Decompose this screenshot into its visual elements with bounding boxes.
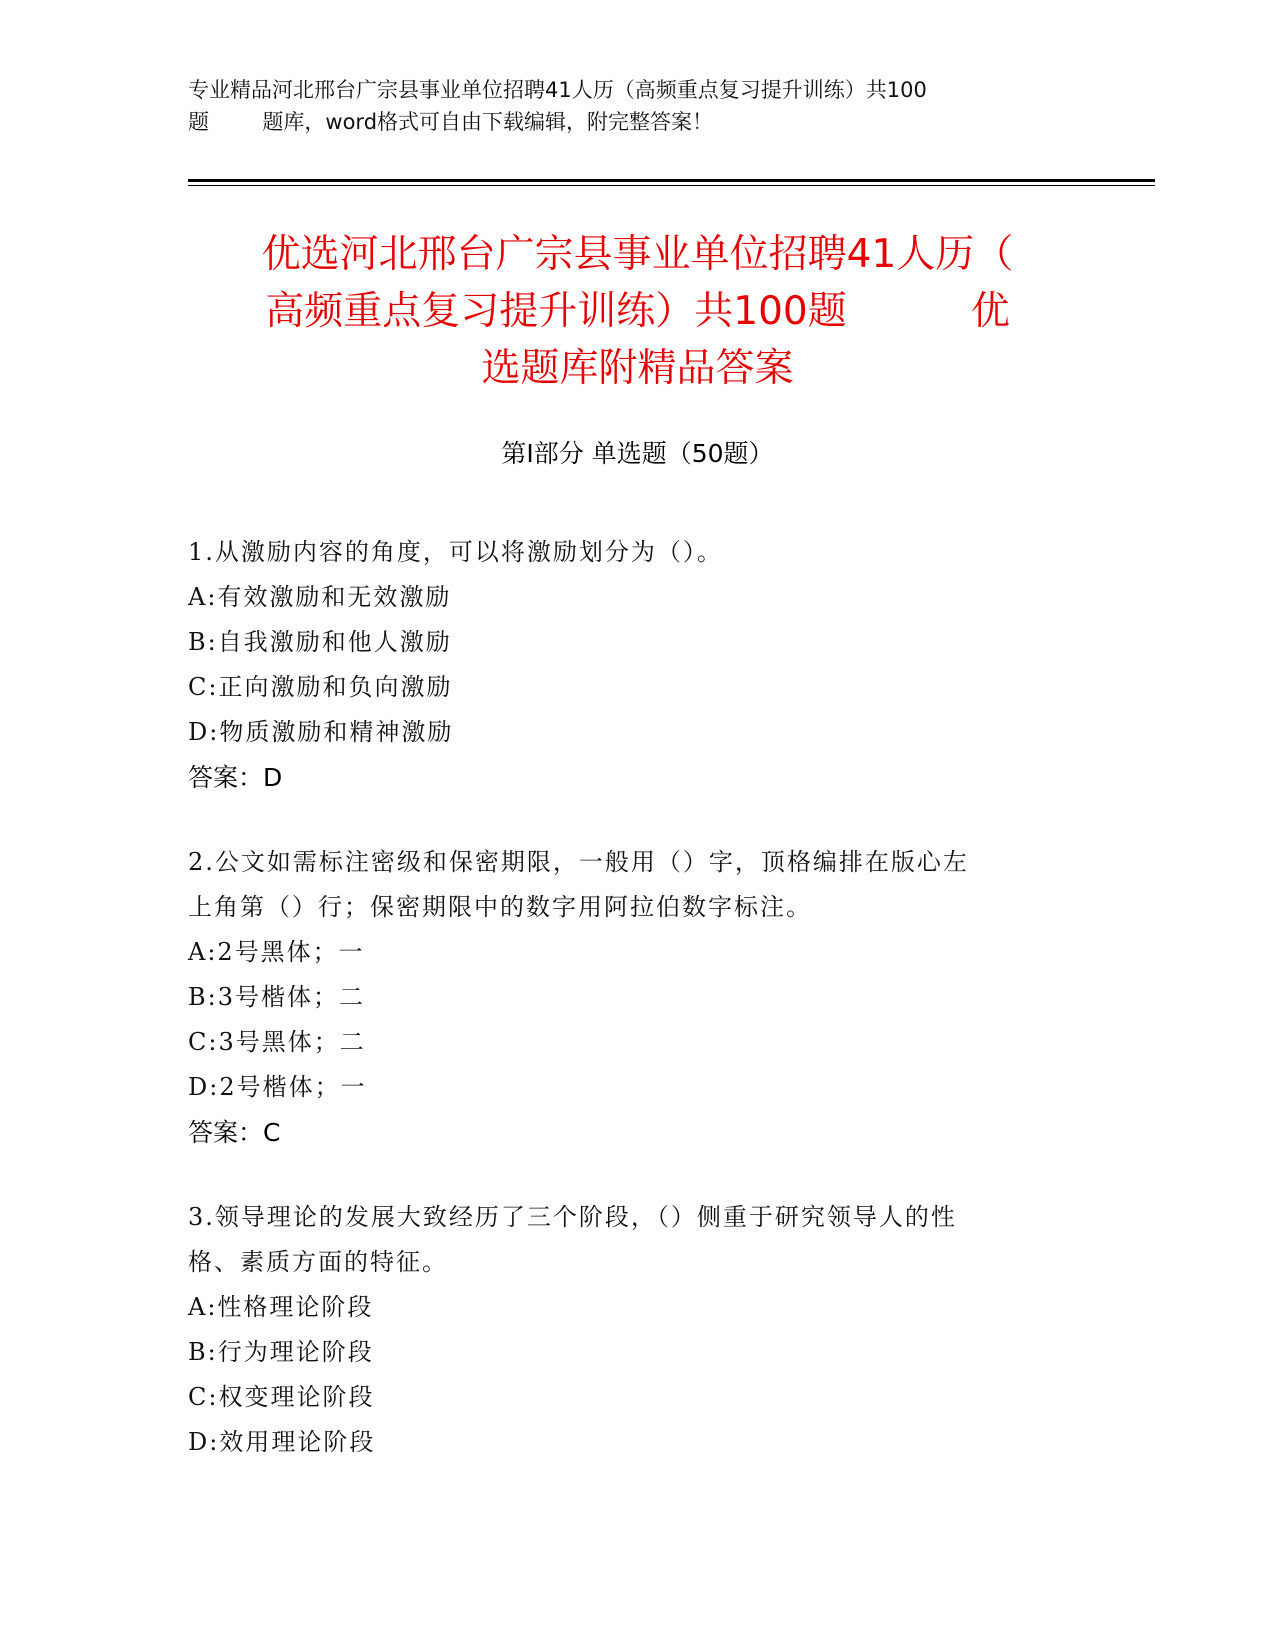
- option-b: B:自我激励和他人激励: [188, 628, 452, 656]
- question-2: [188, 840, 1068, 1155]
- option-b: B:3号楷体；二: [188, 983, 365, 1011]
- option-d: D:效用理论阶段: [188, 1428, 376, 1456]
- header-note-line: 专业精品河北邢台广宗县事业单位招聘41人历（高频重点复习提升训练）共100: [188, 78, 927, 102]
- option-d: D:物质激励和精神激励: [188, 718, 454, 746]
- section-title: 第Ⅰ部分 单选题（50题）: [501, 439, 774, 468]
- question-text: 1.从激励内容的角度，可以将激励划分为（）。: [188, 538, 723, 566]
- title-line: 高频重点复习提升训练）共100题 优: [265, 289, 1010, 334]
- question-text: 格、素质方面的特征。: [188, 1248, 448, 1276]
- header-divider-thick: [188, 179, 1155, 182]
- header-note-line: 题 题库，word格式可自由下载编辑，附完整答案！: [188, 110, 714, 134]
- answer-line: 答案：C: [188, 1118, 281, 1147]
- option-a: A:性格理论阶段: [188, 1293, 374, 1321]
- option-c: C:权变理论阶段: [188, 1383, 375, 1411]
- title-line: 选题库附精品答案: [481, 346, 794, 391]
- question-text: 上角第（）行；保密期限中的数字用阿拉伯数字标注。: [188, 893, 812, 921]
- question-list: [188, 530, 1068, 1505]
- question-text: 2.公文如需标注密级和保密期限，一般用（）字，顶格编排在版心左: [188, 848, 969, 876]
- option-c: C:3号黑体；二: [188, 1028, 366, 1056]
- question-1: [188, 530, 1068, 800]
- question-3: [188, 1195, 1068, 1465]
- option-b: B:行为理论阶段: [188, 1338, 374, 1366]
- header-note: [188, 74, 1068, 138]
- document-title: [160, 226, 1115, 397]
- header-divider-thin: [188, 185, 1155, 186]
- answer-line: 答案：D: [188, 763, 283, 792]
- option-a: A:有效激励和无效激励: [188, 583, 452, 611]
- title-line: 优选河北邢台广宗县事业单位招聘41人历（: [261, 232, 1014, 277]
- option-a: A:2号黑体；一: [188, 938, 365, 966]
- option-c: C:正向激励和负向激励: [188, 673, 453, 701]
- option-d: D:2号楷体；一: [188, 1073, 367, 1101]
- question-text: 3.领导理论的发展大致经历了三个阶段，（）侧重于研究领导人的性: [188, 1203, 957, 1231]
